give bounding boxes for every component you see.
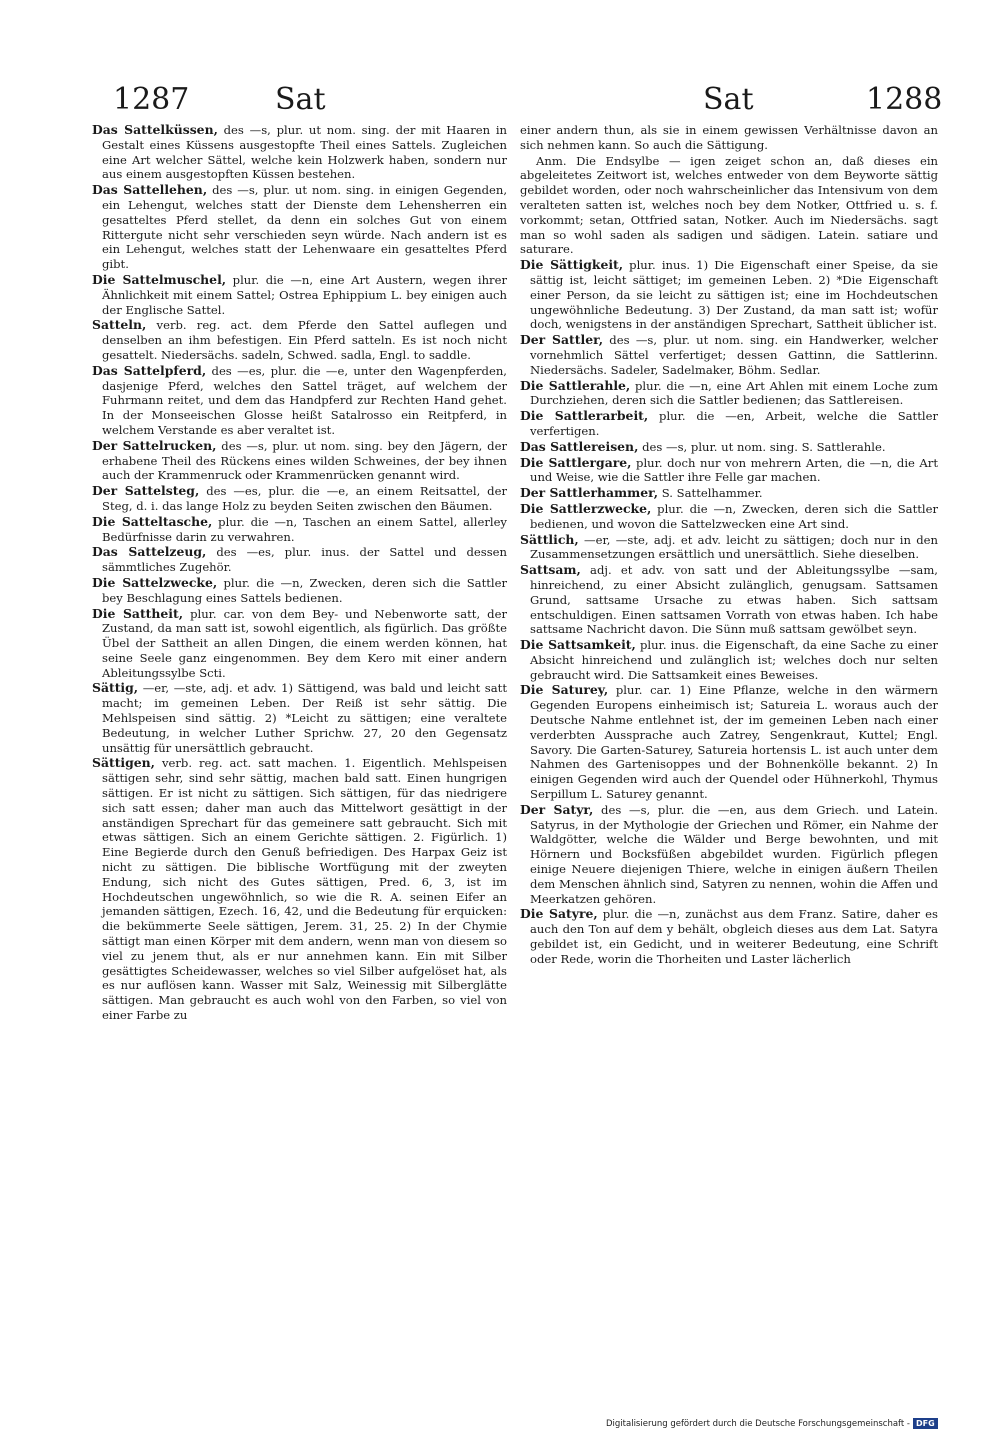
entry-text: verb. reg. act. satt machen. 1. Eigentlich. Mehlspeisen sättigen sehr, sind sehr sättig, machen bald satt. Einen hungrigen sättigen. Er ist nicht zu sättigen. Sich sättigen, für das niedrigere sich satt essen; daher man auch das Mittelwort gesättigt in der anständigen Sprechart für das gemeinere satt gebraucht. Sich mit etwas sättigen. Sich an einem Gerichte sättigen. 2. Figürlich. 1) Eine Begierde durch den Genuß befriedigen. Des Harpax Geiz ist nicht zu sättigen. Die biblische Wortfügung mit der zweyten Endung, sich nicht des Gutes sättigen, Pred. 6, 3, ist im Hochdeutschen ungewöhnlich, so wie die R. A. seinen Eifer an jemanden sättigen, Ezech. 16, 42, und die Bedeutung für erquicken: die bekümmerte Seele sättigen, Jerem. 31, 25. 2) In der Chymie sättigt man einen Körper mit dem andern, wenn man von diesem so viel zu jenem thut, als er nur annehmen kann. Ein mit Silber gesättigtes Scheidewasser, welches so viel Silber aufgelöset hat, als es nur auflösen kann. Wasser mit Salz, Weinessig mit Silberglätte sättigen. Man gebraucht es auch wohl von den Farben, so viel von einer Farbe zu: [102, 756, 507, 1023]
dictionary-entry: [92, 681, 507, 755]
entry-headword: Die Sattheit,: [92, 605, 184, 621]
entry-headword: Die Saturey,: [520, 682, 609, 698]
entry-text: plur. die —n, eine Art Ahlen mit einem Loche zum Durchziehen, deren sich die Sattler bedienen; das Sattlereisen.: [530, 378, 938, 408]
entry-text: des —s, plur. die —en, aus dem Griech. und Latein. Satyrus, in der Mythologie der Griechen und Römer, ein Nahme der Waldgötter, welche die Wälder und Berge bewohnten, und mit Hörnern und Bocksfüßen abgebildet wurden. Figürlich pflegen einige Neuere diejenigen Thiere, welche in einigen äußern Theilen dem Menschen ähnlich sind, Satyren zu nennen, wohin die Affen und Meerkatzen gehören.: [530, 802, 938, 906]
entry-headword: Sättlich,: [520, 531, 579, 547]
entry-headword: Sättigen,: [92, 755, 155, 771]
dictionary-entry: [92, 273, 507, 317]
dictionary-entry: [520, 456, 938, 486]
dictionary-entry: [92, 439, 507, 483]
dictionary-entry: [520, 379, 938, 409]
entry-headword: Das Sattelzeug,: [92, 544, 207, 560]
dictionary-entry: [92, 515, 507, 545]
entry-text: des —es, plur. die —e, unter den Wagenpferden, dasjenige Pferd, welches den Sattel träget, auf welchem der Fuhrmann reitet, und dem das Handpferd zur Rechten Hand gehet. In der Monseeischen Glosse heißt Satalrosso ein Reitpferd, in welchem Verstande es aber veraltet ist.: [102, 363, 507, 437]
entry-headword: Das Sattellehen,: [92, 182, 208, 198]
entry-text: plur. die —n, Zwecken, deren sich die Sattler bedienen, und wovon die Sattelzwecken eine Art sind.: [530, 501, 938, 531]
entry-text: plur. die —n, Zwecken, deren sich die Sattler bey Beschlagung eines Sattels bedienen.: [102, 575, 507, 605]
entry-headword: Die Sattsamkeit,: [520, 637, 636, 653]
dictionary-entry: [92, 545, 507, 575]
entry-headword: Die Satteltasche,: [92, 513, 213, 529]
dictionary-entry: [520, 683, 938, 801]
entry-headword: Die Satyre,: [520, 906, 598, 922]
entry-headword: Die Sattlerarbeit,: [520, 408, 649, 424]
dictionary-entry: [520, 440, 938, 455]
dictionary-entry: [92, 576, 507, 606]
entry-headword: Der Sattlerhammer,: [520, 485, 659, 501]
dictionary-entry: [520, 907, 938, 966]
entry-text: plur. doch nur von mehrern Arten, die —n, die Art und Weise, wie die Sattler ihre Felle gar machen.: [530, 455, 938, 485]
dictionary-entry: [92, 607, 507, 681]
footer-credit: Digitalisierung gefördert durch die Deutsche Forschungsgemeinschaft -: [606, 1419, 910, 1429]
entry-headword: Die Sattelzwecke,: [92, 574, 218, 590]
dictionary-entry: [520, 333, 938, 377]
left-column: [92, 123, 507, 1218]
entry-text: verb. reg. act. dem Pferde den Sattel auflegen und denselben an ihm befestigen. Ein Pferd satteln. Es ist noch nicht gesattelt. Niedersächs. sadeln, Schwed. sadla, Engl. to saddle.: [102, 318, 507, 362]
entry-headword: Das Sattlereisen,: [520, 438, 639, 454]
dictionary-entry: [92, 484, 507, 514]
entry-text: des —s, plur. ut nom. sing. ein Handwerker, welcher vornehmlich Sättel verfertiget; dessen Gattinn, die Sattlerinn. Niedersächs. Sadeler, Sadelmaker, Böhm. Sedlar.: [530, 333, 938, 377]
entry-text: plur. inus. 1) Die Eigenschaft einer Speise, da sie sättig ist, leicht sättiget; im gemeinen Leben. 2) *Die Eigenschaft einer Person, da sie leicht zu sättigen ist; eine im Hochdeutschen ungewöhnliche Bedeutung. 3) Der Zustand, da man satt ist; wofür doch, wenigstens in der anständigen Sprechart, Sattheit üblicher ist.: [530, 258, 938, 332]
entry-text: plur. die —en, Arbeit, welche die Sattler verfertigen.: [530, 409, 938, 438]
running-head-right: Sat: [703, 82, 754, 117]
entry-text: Anm. Die Endsylbe — igen zeiget schon an, daß dieses ein abgeleitetes Zeitwort ist, welches entweder von dem Beyworte sättig gebildet worden, oder noch wahrscheinlicher das Intensivum von dem veralteten satten ist, welches noch bey dem Notker, Ottfried u. s. f. vorkommt; setan, Ottfried satan, Notker. Auch im Niedersächs. sagt man so wohl saden als sadigen und sädigen. Latein. satiare und saturare.: [520, 153, 938, 257]
page-number-left: 1287: [113, 82, 190, 117]
entry-text: —er, —ste, adj. et adv. leicht zu sättigen; doch nur in den Zusammensetzungen ersättlich und unersättlich. Siehe dieselben.: [530, 532, 938, 562]
entry-text: plur. die —n, zunächst aus dem Franz. Satire, daher es auch den Ton auf dem y behält, obgleich dieses aus dem Lat. Satyra gebildet ist, ein Gedicht, und in weiterer Bedeutung, eine Schrift oder Rede, worin die Thorheiten und Laster lächerlich: [530, 907, 938, 966]
entry-text: plur. car. 1) Eine Pflanze, welche in den wärmern Gegenden Europens einheimisch ist; Satureia L. woraus auch der Deutsche Nahme entlehnet ist, der im gemeinen Leben nach einer verderbten Aussprache auch Zatrey, Sengenkraut, Kuttel; Engl. Savory. Die Garten-Saturey, Satureia hortensis L. ist auch unter dem Nahmen des Gartenisoppes und der Bohnenkölle bekannt. 2) In einigen Gegenden wird auch der Quendel oder Hühnerkohl, Thymus Serpillum L. Saturey genannt.: [530, 683, 938, 802]
entry-headword: Der Sattler,: [520, 332, 604, 348]
entry-text: plur. die —n, eine Art Austern, wegen ihrer Ähnlichkeit mit einem Sattel; Ostrea Ephippium L. bey einigen auch der Englische Sattel.: [102, 272, 507, 317]
dictionary-entry: [520, 258, 938, 332]
entry-headword: Das Sattelpferd,: [92, 362, 207, 378]
entry-headword: Die Sattlerzwecke,: [520, 500, 652, 516]
entry-text: des —s, plur. ut nom. sing. S. Sattlerahle.: [638, 439, 886, 454]
entry-headword: Das Sattelküssen,: [92, 123, 218, 137]
dictionary-entry: [92, 756, 507, 1022]
entry-text: einer andern thun, als sie in einem gewissen Verhältnisse davon an sich nehmen kann. So auch die Sättigung.: [520, 123, 938, 152]
page-number-right: 1288: [866, 82, 943, 117]
dictionary-entry: [520, 154, 938, 258]
entry-headword: Der Sattelsteg,: [92, 483, 200, 499]
dfg-logo: DFG: [913, 1418, 938, 1429]
dictionary-entry: [520, 638, 938, 682]
dictionary-entry: [92, 318, 507, 362]
dictionary-entry: [520, 533, 938, 563]
entry-text: des —es, plur. inus. der Sattel und dessen sämmtliches Zugehör.: [102, 545, 507, 575]
footer: [606, 1418, 938, 1429]
entry-headword: Die Sattlergare,: [520, 454, 632, 470]
entry-text: —er, —ste, adj. et adv. 1) Sättigend, was bald und leicht satt macht; im gemeinen Leben. Der Reiß ist sehr sättig. Die Mehlspeisen sind sättig. 2) *Leicht zu sättigen; eine veraltete Bedeutung, in welcher Luther Sprichw. 27, 20 den Gegensatz unsättig für unersättlich gebraucht.: [102, 681, 507, 755]
entry-headword: Die Sattelmuschel,: [92, 271, 227, 287]
entry-headword: Der Satyr,: [520, 801, 594, 817]
entry-headword: Der Sattelrucken,: [92, 437, 217, 453]
entry-text: plur. die —n, Taschen an einem Sattel, allerley Bedürfnisse darin zu verwahren.: [102, 514, 507, 544]
dictionary-entry: [520, 123, 938, 153]
entry-headword: Sättig,: [92, 680, 139, 696]
entry-text: des —s, plur. ut nom. sing. in einigen Gegenden, ein Lehengut, welches statt der Dienste dem Lehensherren ein gesatteltes Pferd stellet, da denn ein solches Gut von einem Rittergute nicht sehr verschieden seyn würde. Nach andern ist es ein Lehengut, welches statt der Lehenwaare ein gesatteltes Pferd gibt.: [102, 183, 507, 272]
entry-text: adj. et adv. von satt und der Ableitungssylbe —sam, hinreichend, zu einer Absicht zulänglich, genugsam. Sattsamen Grund, sattsame Ursache zu etwas haben. Sich sattsam entschuldigen. Einen sattsamen Vorrath von etwas haben. Ich habe sattsame Nachricht davon. Die Sünn muß sattsam gewölbet seyn.: [530, 563, 938, 637]
dictionary-entry: [92, 364, 507, 438]
entry-text: plur. car. von dem Bey- und Nebenworte satt, der Zustand, da man satt ist, sowohl eigentlich, als figürlich. Das größte Übel der Sattheit an allen Dingen, die einem werden können, hat seine Seele ganz eingenommen. Bey dem Kero mit einer andern Ableitungssylbe Scti.: [102, 606, 507, 680]
dictionary-entry: [520, 502, 938, 532]
entry-headword: Die Sättigkeit,: [520, 257, 624, 273]
entry-text: S. Sattelhammer.: [658, 486, 763, 501]
page-header: [0, 72, 1000, 122]
entry-text: plur. inus. die Eigenschaft, da eine Sache zu einer Absicht hinreichend und zulänglich ist; welches doch nur selten gebraucht wird. Die Sattsamkeit eines Beweises.: [530, 638, 938, 682]
dictionary-entry: [520, 803, 938, 907]
right-column: [520, 123, 938, 1218]
entry-headword: Sattsam,: [520, 562, 581, 578]
dictionary-entry: [520, 563, 938, 637]
dictionary-entry: [520, 486, 938, 501]
running-head-left: Sat: [275, 82, 326, 117]
dictionary-entry: [92, 123, 507, 182]
entry-text: des —es, plur. die —e, an einem Reitsattel, der Steg, d. i. das lange Holz zu beyden Seiten zwischen den Bäumen.: [102, 484, 507, 513]
entry-headword: Die Sattlerahle,: [520, 377, 631, 393]
dictionary-entry: [520, 409, 938, 439]
dictionary-entry: [92, 183, 507, 272]
entry-text: des —s, plur. ut nom. sing. bey den Jägern, der erhabene Theil des Rückens eines wilden Schweines, der bey ihnen auch der Krammenruck oder Krammenrücken genannt wird.: [102, 438, 507, 483]
entry-headword: Satteln,: [92, 317, 147, 333]
entry-text: des —s, plur. ut nom. sing. der mit Haaren in Gestalt eines Küssens ausgestopfte Theil eines Sattels. Zugleichen eine Art welcher Sättel, welche kein Holzwerk haben, sondern nur aus einem ausgestopften Küssen bestehen.: [102, 123, 507, 182]
